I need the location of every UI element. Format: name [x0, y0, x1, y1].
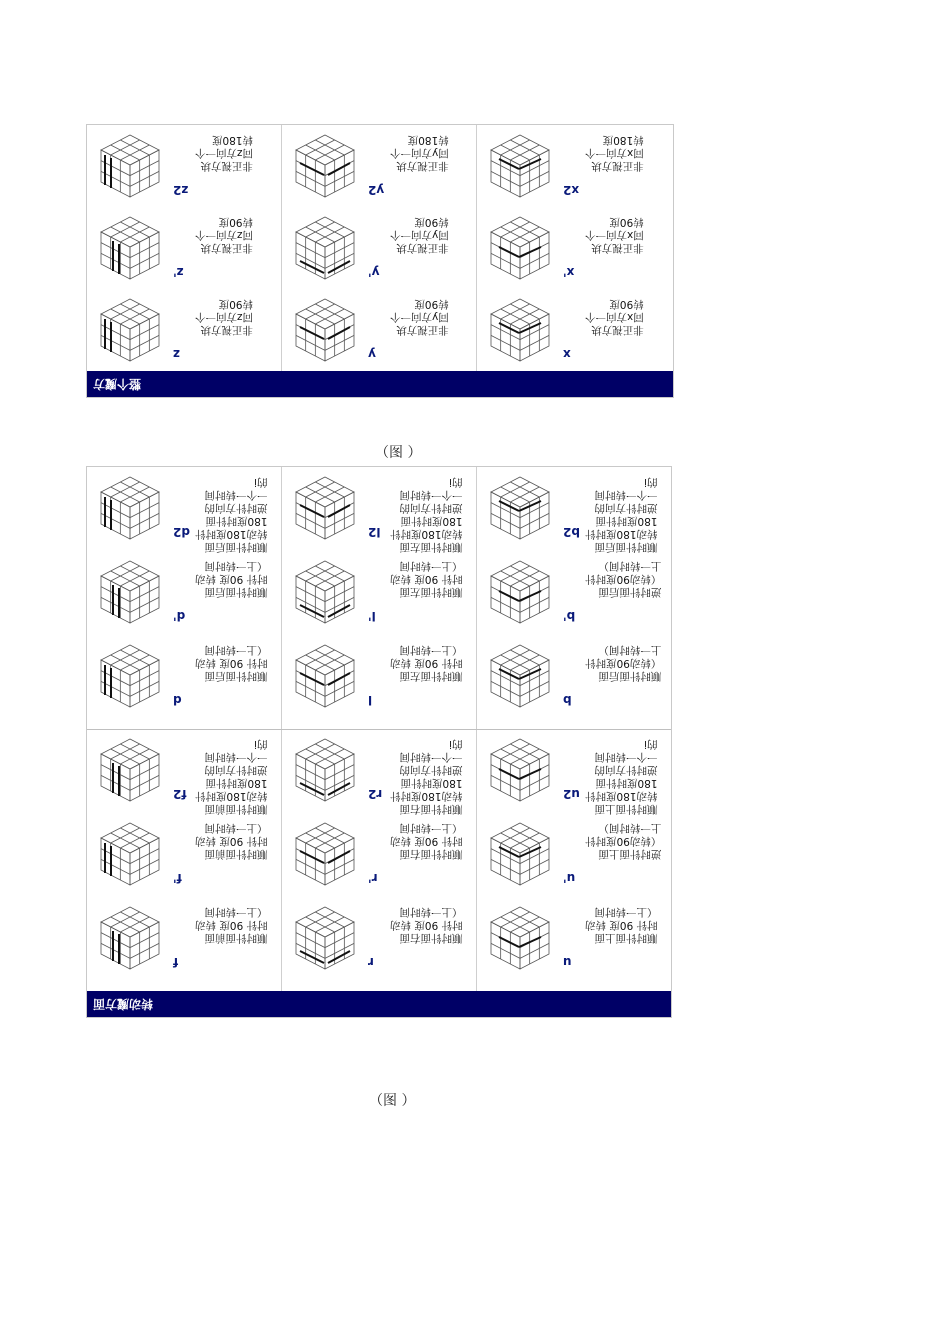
notation-cell: [282, 127, 476, 209]
cube-diagram-icon: [489, 821, 551, 887]
notation-cell: [477, 815, 671, 897]
notation-description: 顺时针面右面 转动180度时针 180度时针面 逆时针方向的 一个一转时间 的i: [390, 738, 463, 815]
cube-diagram-icon: [99, 643, 161, 709]
notation-code: y': [368, 265, 380, 279]
notation-code: z: [173, 347, 180, 361]
notation-cell: [282, 553, 476, 635]
notation-code: r': [368, 871, 378, 885]
notation-cell: [282, 291, 476, 373]
cube-diagram-icon: [99, 905, 161, 971]
notation-cell: [282, 899, 476, 981]
notation-description: 非正视方块 同x方向一个 转180度: [585, 134, 644, 172]
notation-code: f2: [173, 787, 187, 801]
figure2-section-divider: [87, 729, 671, 730]
notation-code: l2: [368, 525, 381, 539]
cube-diagram-icon: [99, 737, 161, 803]
notation-description: 顺时针面前面 时针 90度 转动 （上一转时间: [195, 822, 268, 860]
notation-cell: [87, 815, 281, 897]
notation-cell: [282, 469, 476, 551]
notation-code: d': [173, 609, 186, 623]
notation-code: b2: [563, 525, 580, 539]
notation-description: 非正视方块 同x方向一个 转90度: [585, 216, 644, 254]
notation-cell: [282, 209, 476, 291]
cube-diagram-icon: [294, 737, 356, 803]
figure2-panel: [86, 466, 672, 1018]
cube-diagram-icon: [294, 821, 356, 887]
notation-cell: [477, 127, 671, 209]
notation-cell: [477, 899, 671, 981]
notation-description: 顺时针面上面 转动180度时针 180度时针面 逆时针方向的 一个一转时间 的i: [585, 738, 658, 815]
notation-code: d2: [173, 525, 190, 539]
cube-diagram-icon: [489, 133, 551, 199]
notation-description: 顺时针面后面 （转动90度时针 上一转时间）: [585, 644, 662, 682]
notation-description: 非正视方块 同z方向一个 转180度: [195, 134, 254, 172]
notation-description: 顺时针面左面 时针 90度 转动 （上一转时间: [390, 644, 463, 682]
cube-diagram-icon: [99, 475, 161, 541]
cube-diagram-icon: [294, 475, 356, 541]
figure1-caption: （图 ）: [375, 445, 422, 461]
notation-code: z': [173, 265, 184, 279]
cube-diagram-icon: [489, 297, 551, 363]
notation-code: f': [173, 871, 182, 885]
notation-code: z2: [173, 183, 189, 197]
cube-diagram-icon: [99, 215, 161, 281]
cube-diagram-icon: [99, 297, 161, 363]
notation-code: r2: [368, 787, 383, 801]
notation-code: l: [368, 693, 373, 707]
notation-description: 顺时针面前面 时针 90度 转动 （上一转时间: [195, 906, 268, 944]
notation-description: 顺时针面后面 转动180度时针 180度时针面 逆时针方向的 一个一转时间 的i: [585, 476, 658, 553]
notation-code: u2: [563, 787, 580, 801]
notation-description: 顺时针面左面 转动180度时针 180度时针面 逆时针方向的 一个一转时间 的i: [390, 476, 463, 553]
notation-cell: [87, 731, 281, 813]
figure2-caption: （图 ）: [369, 1093, 416, 1109]
notation-description: 顺时针面前面 转动180度时针 180度时针面 逆时针方向的 一个一转时间 的i: [195, 738, 268, 815]
notation-description: 非正视方块 同y方向一个 转180度: [390, 134, 449, 172]
notation-code: x2: [563, 183, 580, 197]
notation-cell: [87, 291, 281, 373]
notation-description: 非正视方块 同z方向一个 转90度: [195, 216, 254, 254]
cube-diagram-icon: [489, 643, 551, 709]
notation-cell: [477, 731, 671, 813]
notation-cell: [477, 553, 671, 635]
cube-diagram-icon: [294, 297, 356, 363]
notation-description: 顺时针面右面 时针 90度 转动 （上一转时间: [390, 822, 463, 860]
cube-diagram-icon: [489, 905, 551, 971]
notation-code: b': [563, 609, 576, 623]
notation-code: y2: [368, 183, 385, 197]
notation-cell: [87, 469, 281, 551]
cube-diagram-icon: [99, 559, 161, 625]
notation-code: l': [368, 609, 376, 623]
notation-code: u: [563, 955, 572, 969]
notation-cell: [87, 899, 281, 981]
notation-cell: [87, 637, 281, 719]
notation-cell: [282, 815, 476, 897]
notation-code: x': [563, 265, 575, 279]
figure2-header: 转动魔方面: [87, 991, 671, 1017]
notation-description: 逆时针面上面 （转动90度时针 上一转时间）: [585, 822, 662, 860]
notation-description: 顺时针面后面 时针 90度 转动 （上一转时间: [195, 560, 268, 598]
notation-code: d: [173, 693, 182, 707]
notation-code: r: [368, 955, 374, 969]
figure1-panel: [86, 124, 674, 398]
notation-cell: [87, 553, 281, 635]
notation-cell: [87, 209, 281, 291]
notation-cell: [477, 291, 671, 373]
cube-diagram-icon: [294, 643, 356, 709]
notation-description: 顺时针面右面 时针 90度 转动 （上一转时间: [390, 906, 463, 944]
notation-description: 顺时针面后面 时针 90度 转动 （上一转时间: [195, 644, 268, 682]
notation-cell: [87, 127, 281, 209]
notation-cell: [477, 469, 671, 551]
cube-diagram-icon: [489, 559, 551, 625]
notation-description: 逆时针面后面 （转动90度时针 上一转时间）: [585, 560, 662, 598]
notation-code: y: [368, 347, 376, 361]
notation-code: x: [563, 347, 571, 361]
cube-diagram-icon: [489, 475, 551, 541]
notation-description: 顺时针面左面 时针 90度 转动 （上一转时间: [390, 560, 463, 598]
notation-cell: [477, 637, 671, 719]
notation-cell: [282, 637, 476, 719]
notation-code: f: [173, 955, 179, 969]
notation-description: 顺时针面后面 转动180度时针 180度时针面 逆时针方向的 一个一转时间 的i: [195, 476, 268, 553]
figure1-header: 整个魔方: [87, 371, 673, 397]
notation-description: 非正视方块 同z方向一个 转90度: [195, 298, 254, 336]
cube-diagram-icon: [99, 133, 161, 199]
cube-diagram-icon: [294, 559, 356, 625]
cube-diagram-icon: [294, 905, 356, 971]
notation-description: 非正视方块 同x方向一个 转90度: [585, 298, 644, 336]
notation-description: 非正视方块 同y方向一个 转90度: [390, 216, 449, 254]
notation-description: 非正视方块 同y方向一个 转90度: [390, 298, 449, 336]
cube-diagram-icon: [294, 215, 356, 281]
notation-code: b: [563, 693, 572, 707]
cube-diagram-icon: [99, 821, 161, 887]
notation-description: 顺时针面上面 时针 90度 转动 （上一转时间: [585, 906, 658, 944]
notation-code: u': [563, 871, 576, 885]
cube-diagram-icon: [294, 133, 356, 199]
notation-cell: [477, 209, 671, 291]
notation-cell: [282, 731, 476, 813]
cube-diagram-icon: [489, 737, 551, 803]
cube-diagram-icon: [489, 215, 551, 281]
